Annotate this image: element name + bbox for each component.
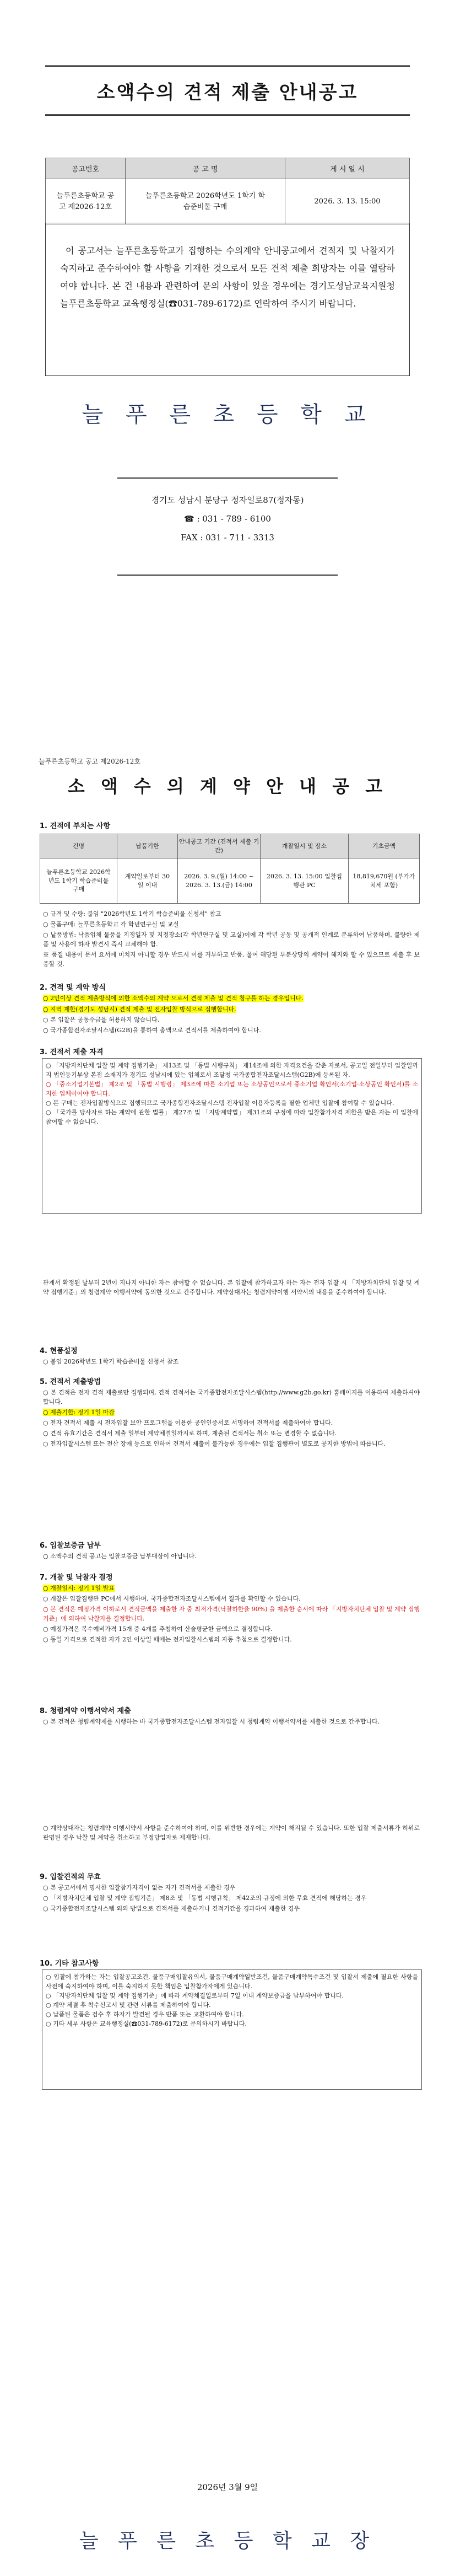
cell-item: 늘푸른초등학교 2026학년도 1학기 학습준비물 구매 [40,858,117,904]
section-6-heading: 6. 입찰보증금 납부 [40,1542,101,1550]
cell-notice-no: 늘푸른초등학교 공고 제2026-12호 [46,179,126,224]
section-5-body [43,1388,420,1450]
notice-date: 2026년 3월 9일 [197,2482,258,2492]
section-2-heading: 2. 견적 및 계약 방식 [40,984,106,992]
section-1-notes [43,909,420,970]
section-7-body [43,1584,420,1645]
s10-item-2: ○ 「지방자치단체 입찰 및 계약 집행기준」에 따라 계약체결일로부터 7일 이내 계약보증금을 납부하여야 합니다. [46,1992,344,1999]
bid-items-table [40,834,420,904]
s7-item-5: ○ 동일 가격으로 견적한 자가 2인 이상일 때에는 전자입찰시스템의 자동 추첨으로 결정합니다. [43,1636,292,1643]
s3-item-2: ○ 「중소기업기본법」 제2조 및 「동법 시행령」 제3조에 따른 소기업 또는 소상공인으로서 중소기업 확인서(소기업·소상공인 확인서)를 소지한 업체이어야 합니다. [46,1081,418,1097]
s10-item-1: ○ 입찰에 참가하는 자는 입찰공고조건, 물품구매입찰유의서, 물품구매계약일반조건, 물품구매계약특수조건 및 입찰서 제출에 필요한 사항을 사전에 숙지하여야 하며, 이를 숙지하지 못한 책임은 입찰참가자에게 있습니다. [46,1973,418,1990]
section-7-heading: 7. 개찰 및 낙찰자 결정 [40,1574,113,1582]
s5-item-5: ○ 전자입찰시스템 또는 전산 장애 등으로 인하여 견적서 제출이 불가능한 경우에는 입찰 집행관이 별도로 공지한 방법에 따릅니다. [43,1440,386,1447]
note-quality: ※ 품질 내용이 문서 요서에 미치지 아니할 경우 반드시 이를 거부하고 반품, 물여 해당된 부분상당의 계약이 해지와 할 수 있으므로 제출 후 보증할 것. [43,951,420,968]
section-2-body [43,994,420,1036]
s3-item-1: ○ 「지방자치단체 입찰 및 계약 집행기준」 제13조 및 「동법 시행규칙」 제14조에 의한 자격요건을 갖춘 자로서, 공고일 전일부터 입찰일까지 법인등기부상 본점 소재지가 경기도 성남시에 있는 업체로서 조달청 국가종합전자조달시스템(G2B)에 등록된 자. [46,1062,418,1078]
s4-item: ○ 붙임 2026학년도 1학기 학습준비물 신청서 참조 [43,1358,179,1365]
s5-item-3: ○ 전자 견적서 제출 시 전자입찰 보안 프로그램을 이용한 공인인증서로 서명하여 견적서를 제출하여야 합니다. [43,1419,333,1426]
section-1-heading: 1. 견적에 부치는 사항 [40,822,111,830]
s2-item-2: ○ 지역 제한(경기도 성남시) 견적 제출 및 전자입찰 방식으로 집행합니다. [43,1006,236,1013]
table-header-row [40,834,420,858]
s8-note: ○ 계약상대자는 청렴계약 이행서약서 사항을 준수하여야 하며, 이를 위반한 경우에는 계약이 해지될 수 있습니다. 또한 입찰 제출서류가 허위로 판명된 경우 낙찰 및 계약을 취소하고 부정당업자로 제재합니다. [43,1824,420,1841]
section-5-heading: 5. 견적서 제출방법 [40,1378,101,1386]
contract-notice-title: 소 액 수 의 계 약 안 내 공 고 [67,776,388,797]
note-spec: ○ 규격 및 수량: 붙임 "2026학년도 1학기 학습준비물 신청서" 참고 [43,910,221,917]
s8-item: ○ 본 건적은 청렴계약제를 시행하는 바 국가종합전자조달시스템 전자입찰 시 청렴계약 이행서약서를 제출한 것으로 간주합니다. [43,1718,380,1725]
table-header-row [46,158,410,179]
address: 경기도 성남시 분당구 정자일로87(정자동) [151,495,304,505]
s9-item-1: ○ 본 공고서에서 명시한 입찰참가자격이 없는 자가 견적서를 제출한 경우 [43,1884,236,1891]
section-9-body [43,1883,420,1914]
note-location: ○ 물품구매: 늘푸른초등학교 각 학년연구실 및 교실 [43,921,179,928]
school-name: 늘 푸 른 초 등 학 교 [82,402,373,427]
section-8-heading: 8. 청렴계약 이행서약서 제출 [40,1707,131,1715]
s10-item-5: ○ 기타 세부 사항은 교육행정실(☎031-789-6172)로 문의하시기 바랍니다. [46,2020,247,2027]
notice-page-2 [0,593,455,2576]
note-delivery: ○ 낱품방법: 낙품업체 물품을 지정일자 및 지정장소(각 학년연구실 및 교실)이에 각 학년 공동 및 공개적 인계로 분류하여 납품하며, 불량한 제품 및 사용에 하자 발견시 즉시 교체해야 함. [43,931,420,948]
notice-title: 소액수의 견적 제출 안내공고 [96,81,359,104]
header-post-date: 게 시 일 시 [285,158,410,179]
s7-item-2: ○ 개찰은 입찰집행관 PC에서 시행하며, 국가종합전자조달시스템에서 결과를 확인할 수 있습니다. [43,1595,301,1602]
s7-item-4: ○ 예정가격은 복수예비가격 15개 중 4개를 추첨하여 산술평균한 금액으로 결정합니다. [43,1625,273,1633]
s7-item-1: ○ 개찰일시: 정기 1일 발표 [43,1585,115,1592]
table-row [40,858,420,904]
header-item: 건명 [40,834,117,858]
section-3-box [42,1058,422,1214]
cell-deadline: 계약일로부터 30일 이내 [117,858,178,904]
cell-opening: 2026. 3. 13. 15:00 입찰집행관 PC [261,858,349,904]
header-notice-name: 공 고 명 [126,158,285,179]
header-notice-no: 공고번호 [46,158,126,179]
s9-item-2: ○ 「지방자치단체 입찰 및 계약 집행기준」 제8조 및 「동법 시행규칙」 제42조의 규정에 의한 무효 견적에 해당하는 경우 [43,1895,367,1902]
s5-item-4: ○ 견적 유효기간은 견적서 제출 일부터 계약체결일까지로 하며, 제출된 견적서는 취소 또는 변경할 수 없습니다. [43,1430,337,1437]
header-deadline: 납품기한 [117,834,178,858]
s9-item-3: ○ 국가종합전자조달시스템 외의 방법으로 견적서를 제출하거나 견적기간을 경과하여 제출한 경우 [43,1905,300,1912]
phone: ☎ : 031 - 789 - 6100 [184,514,271,524]
notice-page-1 [0,0,455,593]
section-3-heading: 3. 견적서 제출 자격 [40,1048,104,1056]
header-period: 안내공고 기간 (견적서 제출 기간) [178,834,261,858]
intro-text: 이 공고서는 늘푸른초등학교가 집행하는 수의계약 안내공고에서 견적자 및 낙찰자가 숙지하고 준수하여야 할 사항을 기재한 것으로서 모든 견적 제출 희망자는 이를 열람하여야 합니다. 본 건 내용과 관련하여 문의 사항이 있을 경우에는 경기도성남교육지원청 늘푸른초등학교 교육행정실(☎031-789-6172)로 연락하여 주시기 바랍니다. [45,223,410,376]
s3-item-4: ○ 「국가를 당사자로 하는 계약에 관한 법률」 제27조 및 「지방계약법」 제31조의 규정에 따라 입찰참가자격 제한을 받은 자는 이 입찰에 참여할 수 없습니다. [46,1109,418,1125]
principal-name: 늘 푸 른 초 등 학 교 장 [79,2530,376,2552]
cell-base-amount: 18,819,670원 (부가가치세 포함) [349,858,420,904]
s7-item-3: ○ 본 견적은 예정가격 이하로서 견적금액을 제출한 자 중 최저가격(낙찰하한율 90%) 을 제출한 순서에 따라 「지방자치단체 입찰 및 계약 집행기준」에 의하여 낙찰자를 결정합니다. [43,1606,420,1622]
section-10-box [42,1969,422,2090]
notice-summary-table [45,158,410,224]
section-10-heading: 10. 기타 참고사항 [40,1960,99,1968]
s2-item-3: ○ 본 입찰은 공동수급을 허용하지 않습니다. [43,1016,160,1023]
cell-post-date: 2026. 3. 13. 15:00 [285,179,410,224]
contact-box [117,477,338,576]
s2-item-1: ○ 2인이상 견적 제출방식에 의한 소액수의 계약 으로서 견적 제출 및 견적 청구를 하는 경우입니다. [43,995,304,1002]
cell-period: 2026. 3. 9.(월) 14:00 ~ 2026. 3. 13.(금) 14:00 [178,858,261,904]
doc-number: 늘푸른초등학교 공고 제2026-12호 [39,758,141,765]
s6-item: ○ 소액수의 견적 공고는 입찰보증금 납부대상이 아닙니다. [43,1553,197,1560]
s2-item-4: ○ 국가종합전자조달시스템(G2B)을 통하여 총액으로 견적서를 제출하여야 합니다. [43,1027,261,1034]
section-3-extra: 관계서 확정된 날부터 2년이 지나지 아니한 자는 참여할 수 없습니다. 본 입찰에 참가하고자 하는 자는 전자 입찰 시 「지방자치단체 입찰 및 계약 집행기준」의 청렴계약 이행서약에 동의한 것으로 간주합니다. 계약상대자는 청렴계약이행 서약서의 내용을 준수하여야 합니다. [43,1279,420,1296]
s5-item-1: ○ 본 견적은 전자 견적 제출로만 집행되며, 견적 견적서는 국가종합전자조달시스템(http://www.g2b.go.kr) 홈페이지를 이용하여 제출하셔야 합니다. [43,1389,420,1405]
s5-item-2: ○ 제출기한: 정기 1일 마감 [43,1409,115,1416]
header-opening: 개찰일시 및 장소 [261,834,349,858]
cell-notice-name: 늘푸른초등학교 2026학년도 1학기 학습준비물 구매 [126,179,285,224]
section-4-heading: 4. 현품설정 [40,1347,78,1355]
table-row [46,179,410,224]
header-base-amount: 기초금액 [349,834,420,858]
s3-item-3: ○ 본 구매는 전자입찰방식으로 집행되므로 국가종합전자조달시스템 전자입찰 이용자등록을 필한 업체만 입찰에 참여할 수 있습니다. [46,1099,394,1107]
s10-item-4: ○ 납품된 물품은 검수 후 하자가 발견될 경우 반품 또는 교환하여야 합니다. [46,2011,244,2018]
fax: FAX : 031 - 711 - 3313 [181,533,274,543]
s10-item-3: ○ 계약 체결 후 착수신고서 및 관련 서류를 제출하여야 합니다. [46,2001,211,2009]
section-9-heading: 9. 입찰견적의 무효 [40,1873,101,1881]
notice-title-box [45,65,410,116]
